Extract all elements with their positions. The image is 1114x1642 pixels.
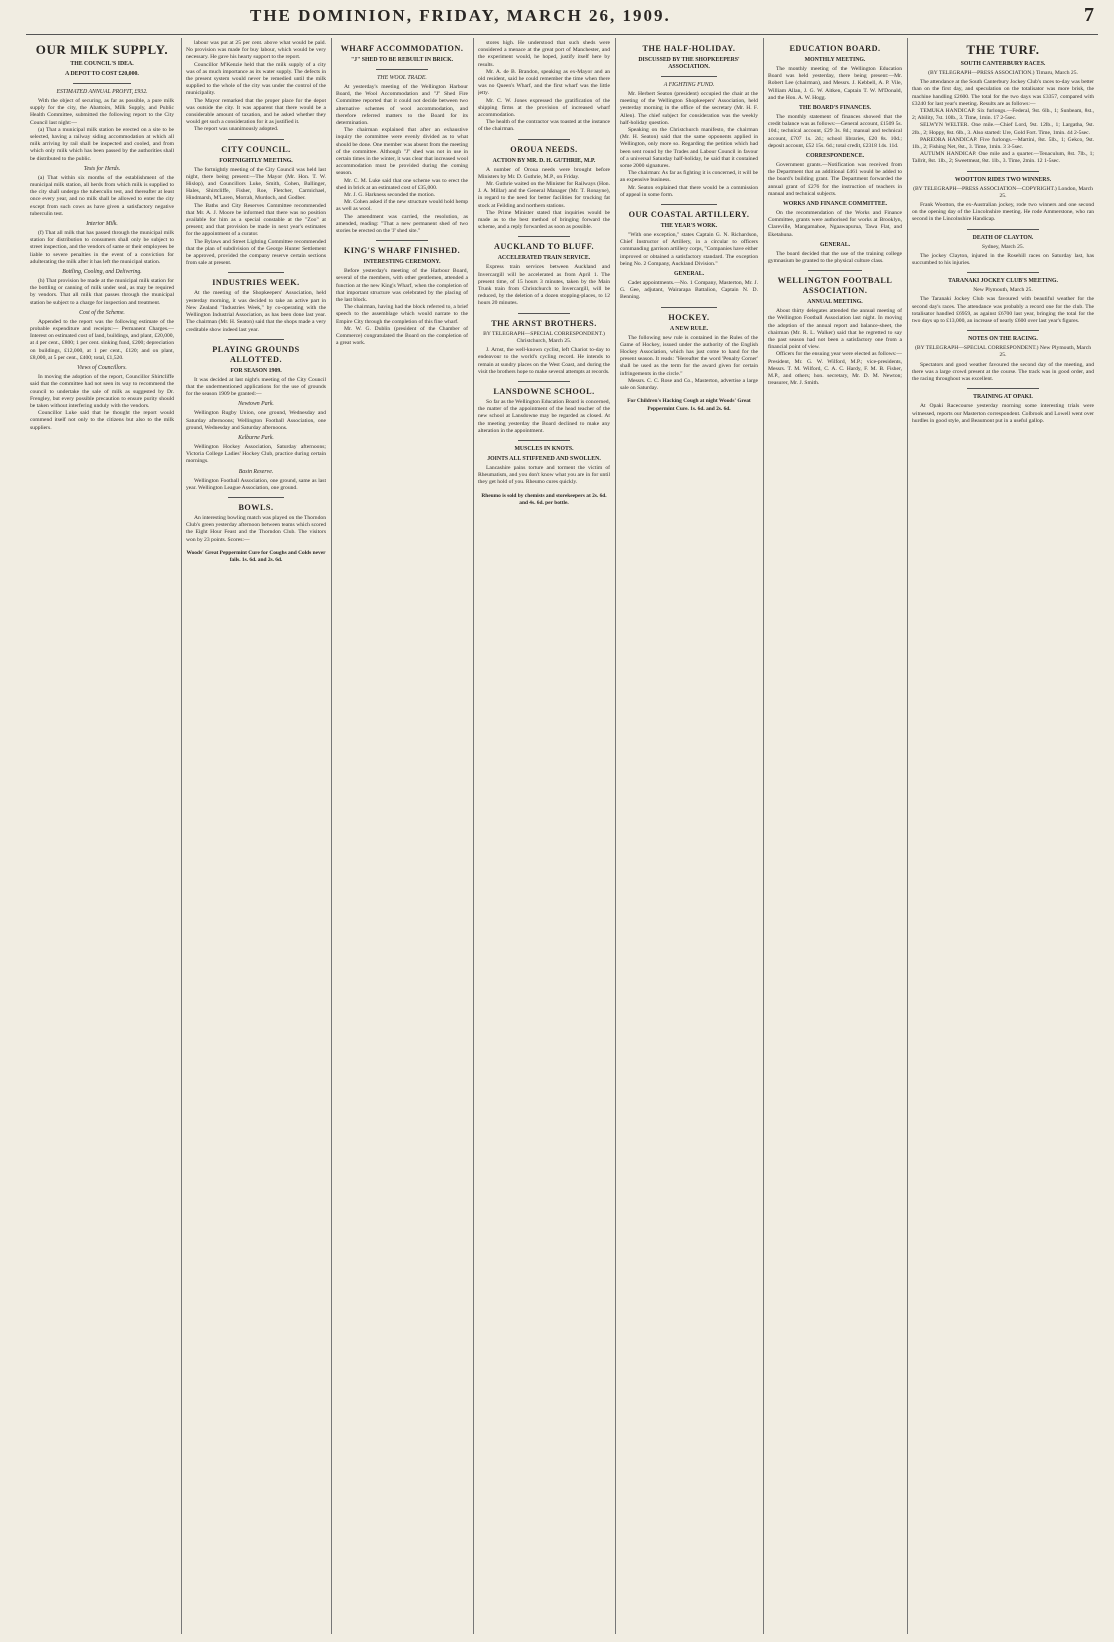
section-rule (518, 381, 571, 382)
subheading: FOR SEASON 1909. (230, 367, 282, 374)
headline-city-council: CITY COUNCIL. (221, 144, 291, 154)
article-paragraph: Officers for the ensuing year were elected as follows:—President, Mr. G. W. Wilford, M.P.; vice-presidents, Messrs. T. M. Wilford, C. A. C. Hardy, F. M. B. Fisher, M.P., and others; hon. secretary, Mr. D. M. Newton; treasurer, Mr. J. Smith. (768, 351, 902, 387)
column-divider (907, 38, 908, 1634)
headline-lansdowne-school: LANSDOWNE SCHOOL. (493, 386, 595, 396)
race-result: PAREORA HANDICAP. Five furlongs.—Martini, 8st. 5lb., 1; Gekco, 9st. 1lb., 2; Fishing Net, 8st., 3. Time, 1min. 3 3-5sec. (912, 136, 1094, 151)
subheading: "J" SHED TO BE REBUILT IN BRICK. (350, 57, 454, 63)
section-heading: Cost of the Scheme. (79, 309, 125, 316)
section-rule (376, 69, 429, 70)
section-rule (228, 272, 284, 273)
section-rule (967, 388, 1040, 389)
article-paragraph: The following new rule is contained in the Rules of the Game of Hockey, issued under the authority of the English Hockey Association, which has just come to hand for the present season. It reads: "Hereafter the word 'Penalty Corner' shall be used as the term for the award given for certain infringements in the circle." (620, 334, 758, 377)
headline-wharf-accommodation: WHARF ACCOMMODATION. (340, 44, 464, 53)
subheading: ANNUAL MEETING. (807, 299, 863, 306)
section-rule (967, 272, 1040, 273)
headline-playing-grounds: PLAYING GROUNDS ALLOTTED. (212, 344, 300, 364)
article-paragraph: Wellington Hockey Association, Saturday afternoons; Victoria College Ladies' Hockey Club, practice during certain mornings. (186, 443, 326, 465)
article-paragraph: Frank Wootton, the ex-Australian jockey, rode two winners and one second on the opening day of the Lincolnshire meeting. He rode Ammerstone, who ran second in the Lincolnshire Handicap. (912, 202, 1094, 223)
section-heading: GENERAL. (673, 271, 705, 278)
article-paragraph: The amendment was carried, the resolution, as amended, reading: "That a new permanent shed of two stories be erected on the 'J' shed site." (336, 213, 468, 235)
headline-hockey: HOCKEY. (668, 312, 710, 322)
article-paragraph: Mr. C. M. Luke said that one scheme was to erect the shed in brick at an estimated cost of £35,000. (336, 177, 468, 191)
race-result: AUTUMN HANDICAP. One mile and a quarter.—Tenaculum, 8st. 7lb., 1; Tallrit, 8st. 1lb., 2; Sweetmeat, 8st. 1lb., 3. Time, 2min. 12 1-5sec. (912, 151, 1094, 165)
headline-industries-week: INDUSTRIES WEEK. (212, 278, 300, 288)
article-paragraph: The board decided that the use of the training college gymnasium be granted to the physical culture class. (768, 250, 902, 265)
article-paragraph: (h) That provision be made at the municipal milk station for the bottling or canning of milk under seal, as may be required by vendors. That all milk that passes through the municipal station be subject to a charge for inspection and treatment. (30, 278, 174, 306)
race-result: SELWYN WELTER. One mile.—Chief Lord, 9st. 12lb., 1; Largatha, 9st. 2lb., 2; Hoppy, 8st. 6lb., 3. Also started: Ure, Gold Fort. Time, 1min. 44 2-5sec. (912, 122, 1094, 136)
headline-arnst-brothers: THE ARNST BROTHERS. (491, 318, 597, 328)
column-divider (181, 38, 182, 1634)
article-paragraph: Wellington Rugby Union, one ground, Wednesday and Saturday afternoons; Wellington Football Association, one ground, Wednesday and Saturday afternoons. (186, 410, 326, 431)
advertisement: Woods' Great Peppermint Cure for Coughs and Colds never fails. 1s. 6d. and 2s. 6d. (186, 549, 326, 563)
dateline: Sydney, March 25. (981, 243, 1025, 250)
article-paragraph: labour was put at 25 per cent. above what would be paid. No provision was made for buy labour, which would be very necessary. He gave his hearty support to the report. (186, 40, 326, 61)
headline-the-turf: THE TURF. (966, 42, 1040, 57)
masthead-rule (26, 34, 1098, 35)
article-paragraph: "With one exception," states Captain G. N. Richardson, Chief Instructor of Artillery, in a circular to officers commanding garrison artillery corps, "Companies have either improved or obtained a satisfactory standard. The exception being No. 2 Company, Auckland Division." (620, 232, 758, 267)
article-paragraph: On the recommendation of the Works and Finance Committee, grants were authorised for works at Brooklyn, Clareville, Mangamahoe, Ngaawapurua, Tawa Flat, and Eketahuna. (768, 210, 902, 238)
section-rule (967, 171, 1040, 172)
section-rule (808, 270, 862, 271)
section-heading: Interior Milk. (86, 221, 118, 228)
column-half-holiday (620, 40, 758, 1630)
column-turf (912, 40, 1094, 1630)
article-paragraph: At Opaki Racecourse yesterday morning some interesting trials were witnessed, reports our Masterton correspondent. Colbrook and Lowell went over hurdles in good style, and Beaumont put in a useful gallop. (912, 403, 1094, 424)
article-paragraph: Wellington Football Association, one ground, same as last year. Wellington League Association, one ground. (186, 477, 326, 491)
article-paragraph: (a) That within six months of the establishment of the municipal milk station, all herds from which milk is supplied to the city shall undergo the tuberculin test, and thereafter at least once every year, and no milk shall be allowed to enter the city except from such cows as have given a satisfactory negative tuberculin test. (30, 174, 174, 217)
headline-muscles-in-knots: MUSCLES IN KNOTS. (514, 445, 574, 452)
subheading: A NEW RULE. (669, 325, 709, 332)
section-rule (228, 139, 284, 140)
section-rule (228, 497, 284, 498)
section-heading: Views of Councillors. (77, 365, 127, 372)
column-divider (763, 38, 764, 1634)
dateline: (BY TELEGRAPH—PRESS ASSOCIATION—COPYRIGHT.) London, March 25. (913, 185, 1093, 199)
section-heading: Newtown Park. (238, 401, 274, 408)
article-paragraph: (a) That a municipal milk station be erected on a site to be selected, having a railway siding accommodation at which all milk arriving by rail shall be inspected and cooled, and from which only milk which has been passed by the authorities shall be distributed to the public. (30, 126, 174, 162)
article-paragraph: At the meeting of the Shopkeepers' Association, held yesterday morning, it was decided to take an active part in New Zealand "Industries Week," by co-operating with the Wellington Industrial Association, as has been done last year. The chairman (Mr. H. Seaton) said that the shops made a very creditable show indeed last year. (186, 290, 326, 333)
dateline: (BY TELEGRAPH—SPECIAL CORRESPONDENT.) New Plymouth, March 25. (914, 345, 1092, 359)
subheading: ESTIMATED ANNUAL PROFIT, £932. (56, 89, 148, 95)
article-paragraph: Spectators and good weather favoured the second day of the meeting, and there was a large crowd present at the course. The track was in good order, and the racing throughout was excellent. (912, 361, 1094, 383)
column-oroua-auckland (478, 40, 610, 1630)
article-paragraph: About thirty delegates attended the annual meeting of the Wellington Football Association last night. In moving the adoption of the annual report and balance-sheet, the chairman (Mr. R. L. Walker) said that he regretted to say the past season had not been a satisfactory one from a financial point of view. (768, 308, 902, 351)
column-education-board (768, 40, 902, 1630)
article-paragraph: Mr. J. G. Harkness seconded the motion. (344, 192, 436, 199)
race-result: TEMUKA HANDICAP. Six furlongs.—Federal, 9st. 6lb., 1; Sunbeam, 8st., 2; Ability, 7st. 10lb., 3. Time, 1min. 17 2-5sec. (912, 108, 1094, 122)
section-rule (967, 229, 1040, 230)
section-rule (228, 339, 284, 340)
headline-death-of-clayton: DEATH OF CLAYTON. (972, 234, 1034, 241)
section-rule (376, 240, 429, 241)
subheading: THE COUNCIL'S IDEA. (70, 61, 134, 67)
headline-taranaki-jockey-club: TARANAKI JOCKEY CLUB'S MEETING. (948, 278, 1058, 285)
subheading: THE WOOL TRADE. (377, 75, 427, 81)
article-paragraph: The chairman explained that after an exhaustive inquiry the committee were evenly divided as to what should be done. One member was absent from the meeting of the committee. Although "J" shed was not in use in certain times in the winter, it was clear that increased wool accommodation must be provided during the coming season. (336, 127, 468, 177)
article-paragraph: The fortnightly meeting of the City Council was held last night, there being present:—The Mayor (Mr. Hon. T. W. Hislop), and Councillors Luke, Smith, Cohen, Ballinger, Hales, Shirtcliffe, Fisher, Roe, Fletcher, Carmichael, Hindmarsh, M'Laren, Morrah, Murdoch, and Godber. (186, 166, 326, 202)
article-paragraph: Government grants.—Notification was received from the Department that an additional £461 would be added to the board's building grant. The Department forwarded the annual grant of £276 for the instruction of teachers in manual and technical subjects. (768, 162, 902, 197)
headline-wootton: WOOTTON RIDES TWO WINNERS. (954, 176, 1052, 183)
article-paragraph: The monthly meeting of the Wellington Education Board was held yesterday, there being present:—Mr. Robert Lee (chairman), and Messrs. J. Kebbell, A. P. Vile, William Allan, J. G. W. Aitken, Captain T. W. M'Donald, and the Hon. A. W. Hogg. (768, 66, 902, 101)
article-paragraph: An interesting bowling match was played on the Thorndon Club's green yesterday afternoon between teams which scored the Eight Hour Feast and the Thorndon Club. The visitors won by 23 points. Scores:— (186, 514, 326, 543)
subheading: INTERESTING CEREMONY. (363, 259, 441, 266)
article-paragraph: Councillor M'Kenzie held that the milk supply of a city was of as much importance as its water supply. The defects in the present system would never be remedied until the milk supplied to the whole of the city was under the control of the municipality. (186, 61, 326, 97)
article-paragraph: So far as the Wellington Education Board is concerned, the matter of the appointment of the head teacher of the new school at Lansdowne may be regarded as closed. At the meeting yesterday the Board declined to make any alteration in the appointment. (478, 398, 610, 434)
article-paragraph: The attendance at the South Canterbury Jockey Club's races to-day was better than on the first day, and speculation on the totalisator was more brisk, the machine handling £2600. The total for the two days was £3357, compared with £3240 for last year's meeting. Results are as follows:— (912, 79, 1094, 107)
advertisement: Rheumo is sold by chemists and storekeepers at 2s. 6d. and 4s. 6d. per bottle. (481, 492, 607, 506)
section-rule (518, 139, 571, 140)
article-paragraph: Mr. C. W. Jones expressed the gratification of the shipping firms at the provision of increased wharf accommodation. (478, 97, 610, 119)
headline-half-holiday: THE HALF-HOLIDAY. (642, 44, 736, 53)
article-paragraph: stores high. He understood that such sheds were considered a menace at the great port of Manchester, and the experiment would, he hoped, justify itself here by results. (478, 40, 610, 68)
headline-notes-on-racing: NOTES ON THE RACING. (968, 336, 1038, 343)
article-paragraph: In moving the adoption of the report, Councillor Shirtcliffe said that the committee had not seen its way to recommend the council to undertake the sale of milk as suggested by Dr. Frengley, but every possible precaution to ensure purity should be taken without interfering unduly with the vendors. (30, 374, 174, 409)
article-paragraph: The chairman: As far as fighting it is concerned, it will be an expensive business. (620, 170, 758, 184)
headline-training-at-opaki: TRAINING AT OPAKI. (973, 394, 1033, 401)
section-heading: CORRESPONDENCE. (805, 153, 865, 160)
masthead (0, 0, 1114, 30)
headline-kings-wharf: KING'S WHARF FINISHED. (343, 246, 461, 256)
dateline: (BY TELEGRAPH—PRESS ASSOCIATION.) Timaru, March 25. (928, 70, 1078, 76)
article-paragraph: Messrs. C. C. Rose and Co., Masterton, advertise a large sale on Saturday. (620, 377, 758, 392)
section-rule (73, 83, 131, 84)
section-heading: Kelburne Park. (238, 434, 274, 441)
headline-oroua-needs: OROUA NEEDS. (510, 144, 578, 154)
subheading: ACCELERATED TRAIN SERVICE. (497, 255, 591, 262)
section-rule (518, 440, 571, 441)
subheading: A DEPOT TO COST £20,000. (65, 71, 139, 77)
article-paragraph: Lancashire pains torture and torment the victim of Rheumatism, and you don't know what you are in for until they get hold of you. Rheumo cures quickly. (478, 464, 610, 486)
subheading: JOINTS ALL STIFFENED AND SWOLLEN. (487, 455, 601, 462)
section-heading: WORKS AND FINANCE COMMITTEE. (782, 201, 888, 208)
column-city-council (186, 40, 326, 1630)
article-paragraph: Speaking on the Christchurch manifesto, the chairman (Mr. H. Seaton) said that the same opponents applied in Wellington, only more so. Regarding the petition which had been sent round by the Trades and Labour Council in favour of a universal Saturday half-holiday, he said that it contained some 2000 signatures. (620, 127, 758, 170)
section-heading: GENERAL. (819, 241, 851, 248)
article-paragraph: The Bylaws and Street Lighting Committee recommended that the plan of subdivision of the George Hunter Settlement be approved, provided the company reserve certain sections from sale at present. (186, 238, 326, 267)
article-paragraph: The chairman, having had the block referred to, a brief speech to the assemblage which would narrate to the Empire City through the completion of this fine wharf. (336, 304, 468, 325)
subheading: ACTION BY MR. D. H. GUTHRIE, M.P. (492, 157, 596, 164)
page-number: 7 (1084, 4, 1094, 26)
headline-auckland-to-bluff: AUCKLAND TO BLUFF. (493, 242, 595, 252)
article-paragraph: Mr. A. de B. Brandon, speaking as ex-Mayor and an old resident, said he could remember the time when there was no Queen's Wharf, and the first wharf was the little jetty. (478, 68, 610, 97)
subheading: FORTNIGHTLY MEETING. (219, 157, 293, 164)
article-paragraph: At yesterday's meeting of the Wellington Harbour Board, the Wool Accommodation and "J" Shed Fire Committee reported that it could not decide between two alternative schemes of wool accommodation, and therefore referred matters to the Board for its determination. (336, 84, 468, 127)
headline-bowls: BOWLS. (238, 502, 274, 512)
article-paragraph: The report was unanimously adopted. (194, 126, 279, 133)
headline-education-board: EDUCATION BOARD. (789, 44, 881, 53)
column-divider (615, 38, 616, 1634)
article-paragraph: Mr. Guthrie waited on the Minister for Railways (Hon. J. A. Millar) and the General Manager (Mr. T. Ronayne), in regard to the need for better facilities for trucking fat stock at Feilding and northern stations. (478, 181, 610, 209)
article-paragraph: Mr. Herbert Seaton (president) occupied the chair at the meeting of the Wellington Shopkeepers' Association, held yesterday morning in the office of the secretary (Mr. H. F. Allen). The chief subject for consideration was the weekly half-holiday question. (620, 91, 758, 126)
article-paragraph: J. Arnst, the well-known cyclist, left Chariot to-day to endeavour to the world's cycling record. He intends to remain at sundry places on the West Coast, and during the visit the brothers hope to make several attempts at records. (478, 347, 610, 375)
headline-milk-supply: OUR MILK SUPPLY. (35, 42, 169, 57)
article-paragraph: Mr. W. G. Dublin (president of the Chamber of Commerce) congratulated the Board on the completion of a great work. (336, 325, 468, 347)
article-paragraph: The health of the contractor was toasted at the instance of the chairman. (478, 119, 610, 133)
article-paragraph: The monthly statement of finances showed that the credit balance was as follows:—General account, £1509 5s. 10d.; technical account, £29 3s. 8d.; manual and technical account, £707 1s. 2d.; school libraries, £20 8s. 10d.; deposit account, £52 15s. 6d.; total credit, £2318 14s. 11d. (768, 114, 902, 149)
article-paragraph: Mr. Seaton explained that there would be a commission of appeal in some form. (620, 184, 758, 198)
subheading: A FIGHTING FUND. (663, 82, 715, 88)
dateline: New Plymouth, March 25. (973, 287, 1033, 294)
subheading: DISCUSSED BY THE SHOPKEEPERS' ASSOCIATION. (638, 57, 740, 70)
subheading: MONTHLY MEETING. (804, 57, 866, 63)
article-paragraph: It was decided at last night's meeting of the City Council that the undermentioned applications for the use of grounds for the season 1909 be granted:— (186, 376, 326, 398)
article-paragraph: Councillor Luke said that he thought the report would commend itself not only to the citizens but also to the milk suppliers. (30, 410, 174, 431)
article-paragraph: The jockey Clayton, injured in the Rosehill races on Saturday last, has succumbed to his injuries. (912, 252, 1094, 267)
section-rule (661, 204, 716, 205)
section-heading: Tests for Herds. (83, 165, 121, 172)
subheading: THE YEAR'S WORK. (660, 223, 718, 230)
dateline: BY TELEGRAPH—SPECIAL CORRESPONDENT.) Christchurch, March 25. (483, 330, 605, 344)
section-rule (518, 236, 571, 237)
article-paragraph: (f) That all milk that has passed through the municipal milk station for distribution to consumers shall only be subject to street inspection, and the vendors of same or their employees be liable to severe penalties in the event of a conviction for adulterating the milk after it has left the municipal station. (30, 230, 174, 265)
article-paragraph: The Mayor remarked that the proper place for the depot was outside the city. It was apparent that there would be a considerable amount of taxation, and he asked whether they would get such a consideration for it as justified it. (186, 97, 326, 126)
column-milk-supply (30, 40, 174, 1630)
article-paragraph: With the object of securing, as far as possible, a pure milk supply for the city, the Abattoirs, Milk Supply, and Public Health Committee, submitted the following report to the City Council last night:— (30, 98, 174, 126)
newspaper-masthead-title: THE DOMINION, FRIDAY, MARCH 26, 1909. (250, 6, 671, 25)
article-paragraph: Appended to the report was the following estimate of the probable expenditure and receipts:— Permanent Charges.—Interest on estimated cost of land, buildings, and plant, £20,000, at 4 per cent., £800; 1 per cent. sinking fund, £200; depreciation on buildings, £12,000, at 1 per cent., £120; and on plant, £8,000, at 5 per cent., £400; total, £1,520. (30, 318, 174, 361)
article-paragraph: Mr. Cohen asked if the new structure would hold hemp as well as wool. (336, 199, 468, 213)
subheading: SOUTH CANTERBURY RACES. (960, 61, 1046, 67)
section-heading: Bottling, Cooling, and Delivering. (62, 269, 142, 276)
article-paragraph: Before yesterday's meeting of the Harbour Board, several of the members, with other gentlemen, attended a function at the new King's Wharf, when the completion of that important structure was celebrated by the placing of the last block. (336, 268, 468, 304)
section-rule (661, 307, 716, 308)
advertisement: For Children's Hacking Cough at night Woods' Great Peppermint Cure. 1s. 6d. and 2s. 6d. (627, 398, 751, 412)
article-paragraph: The Baths and City Reserves Committee recommended that Mr. A. J. Moore be informed that there was no position available for him as a special constable at the "Zoo" at present; and that provision be made in next year's estimates for the appointment of a curator. (186, 202, 326, 238)
section-heading: Basin Reserve. (238, 468, 274, 475)
section-rule (967, 330, 1040, 331)
headline-coastal-artillery: OUR COASTAL ARTILLERY. (628, 210, 750, 220)
article-paragraph: A number of Oroua needs were brought before Ministers by Mr. D. Guthrie, M.P., on Friday. (478, 166, 610, 180)
article-paragraph: Cadet appointments.—No. 1 Company, Masterton, Mr. J. G. Gee, adjutant, Wairarapa Battalion, Captain N. D. Benning. (620, 280, 758, 301)
article-paragraph: The Taranaki Jockey Club was favoured with beautiful weather for the second day's races. The attendance was probably a record one for the club. The totalisator handled £6959, as against £6700 last year, bringing the total for the two days up to £13,000, an increase of nearly £600 over last year's figures. (912, 296, 1094, 325)
headline-football-association: WELLINGTON FOOTBALL ASSOCIATION. (777, 276, 893, 296)
section-heading: THE BOARD'S FINANCES. (799, 105, 871, 112)
column-divider (331, 38, 332, 1634)
article-paragraph: The Prime Minister stated that inquiries would be made as to the best method of bringing forward the scheme, and a reply forwarded as soon as possible. (478, 209, 610, 231)
column-wharf (336, 40, 468, 1630)
article-paragraph: Express train services between Auckland and Invercargill will be accelerated as from April 1. The present time, of 15 hours 3 minutes, taken by the Main Trunk train from Christchurch to Invercargill, will be reduced, by the deletion of a dozen stopping-places, to 12 hours 20 minutes. (478, 264, 610, 307)
section-rule (518, 313, 571, 314)
section-rule (661, 76, 716, 77)
column-divider (473, 38, 474, 1634)
